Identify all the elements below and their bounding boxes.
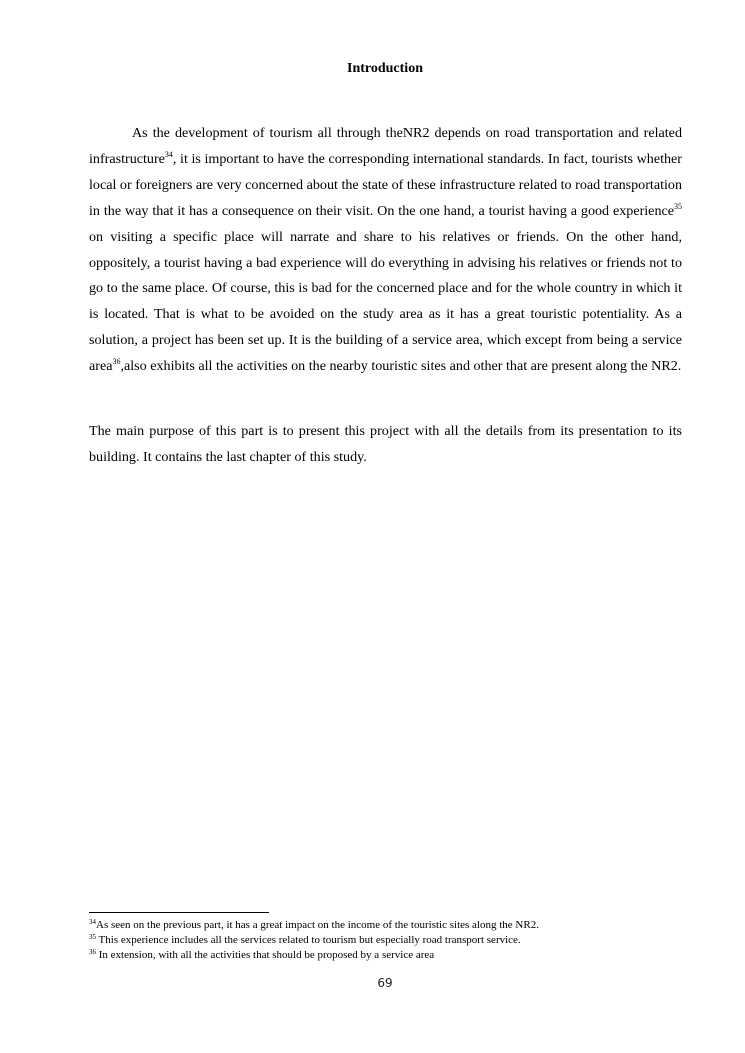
footnote-36 <box>89 948 689 963</box>
footnote-separator <box>89 912 269 913</box>
footnote-ref-36[interactable]: 36 <box>112 357 121 367</box>
footnote-text: As seen on the previous part, it has a great impact on the income of the touristic sites along the NR2. <box>96 919 539 931</box>
paragraph-text: on visiting a specific place will narrate and share to his relatives or friends. On the other hand, oppositely, a tourist having a bad experience will do everything in advising his relatives or friends not to go to the same place. Of course, this is bad for the concerned place and for the whole country in which it is located. That is what to be avoided on the study area as it has a great touristic potentiality. As a solution, a project has been set up. It is the building of a service area, which except from being a service area <box>89 228 682 375</box>
footnote-ref-34[interactable]: 34 <box>164 149 173 159</box>
footnote-ref-35[interactable]: 35 <box>674 201 682 211</box>
footnote-35 <box>89 933 689 948</box>
footnotes <box>89 918 689 963</box>
page-number: 69 <box>377 976 393 990</box>
section-heading: Introduction <box>347 61 423 76</box>
footnote-text: In extension, with all the activities that should be proposed by a service area <box>96 949 435 961</box>
intro-paragraph-2: The main purpose of this part is to present this project with all the details from its presentation to its building. It contains the last chapter of this study. <box>89 423 682 465</box>
paragraph-text: , it is important to have the corresponding international standards. In fact, tourists whether local or foreigners are very concerned about the state of these infrastructure related to road transportation in the way that it has a consequence on their visit. On the one hand, a tourist having a good experience <box>89 150 682 219</box>
footnote-number: 34 <box>89 918 96 926</box>
paragraph-text: ,also exhibits all the activities on the nearby touristic sites and other that are present along the NR2. <box>120 358 682 375</box>
intro-paragraph-1 <box>89 121 682 380</box>
footnote-number: 36 <box>89 948 96 956</box>
footnote-34 <box>89 918 689 933</box>
footnote-text: This experience includes all the services related to tourism but especially road transport service. <box>96 934 521 946</box>
paragraph-text: As the development of tourism all through theNR2 depends on road transportation and related infrastructure <box>89 125 682 167</box>
footnote-number: 35 <box>89 933 96 941</box>
